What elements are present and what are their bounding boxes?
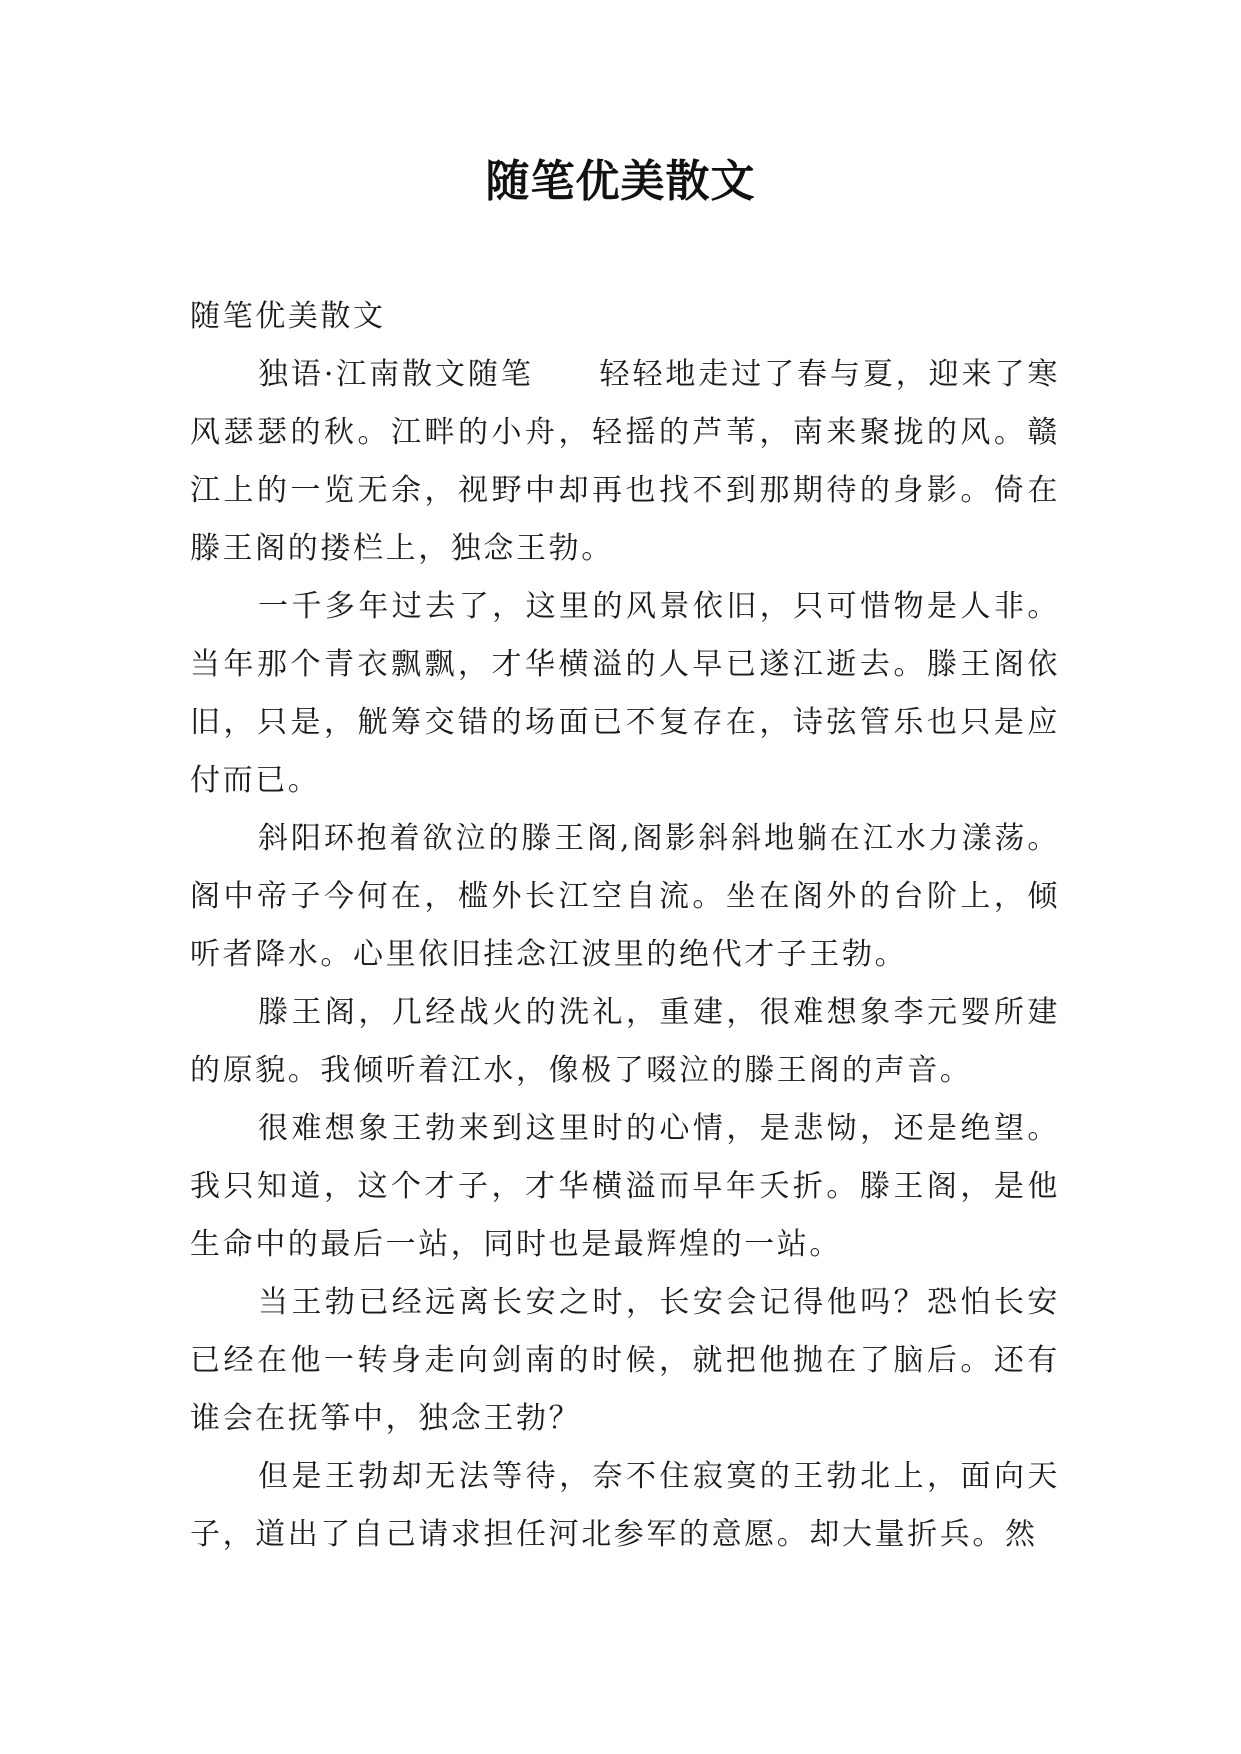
paragraph: 滕王阁，几经战火的洗礼，重建，很难想象李元婴所建的原貌。我倾听着江水，像极了啜泣的滕王阁的声音。 [190, 995, 1060, 1088]
document-subtitle: 随笔优美散文 [190, 299, 386, 334]
page-title: 随笔优美散文 [485, 156, 756, 207]
paragraph: 斜阳环抱着欲泣的滕王阁,阁影斜斜地躺在江水力漾荡。阁中帝子今何在，槛外长江空自流。坐在阁外的台阶上，倾听者降水。心里依旧挂念江波里的绝代才子王勃。 [190, 821, 1060, 972]
paragraph: 但是王勃却无法等待，奈不住寂寞的王勃北上，面向天子，道出了自己请求担任河北参军的意愿。却大量折兵。然 [190, 1459, 1060, 1552]
paragraph: 很难想象王勃来到这里时的心情，是悲恸，还是绝望。我只知道，这个才子，才华横溢而早年夭折。滕王阁，是他生命中的最后一站，同时也是最辉煌的一站。 [190, 1111, 1060, 1262]
paragraph: 一千多年过去了，这里的风景依旧，只可惜物是人非。当年那个青衣飘飘，才华横溢的人早已遂江逝去。滕王阁依旧，只是，觥筹交错的场面已不复存在，诗弦管乐也只是应付而已。 [190, 589, 1060, 798]
paragraph: 独语·江南散文随笔 轻轻地走过了春与夏，迎来了寒风瑟瑟的秋。江畔的小舟，轻摇的芦苇，南来聚拢的风。赣江上的一览无余，视野中却再也找不到那期待的身影。倚在滕王阁的搂栏上，独念王勃。 [190, 357, 1060, 566]
document-body [190, 288, 1060, 1564]
paragraph: 当王勃已经远离长安之时，长安会记得他吗？恐怕长安已经在他一转身走向剑南的时候，就把他抛在了脑后。还有谁会在抚筝中，独念王勃？ [190, 1285, 1060, 1436]
